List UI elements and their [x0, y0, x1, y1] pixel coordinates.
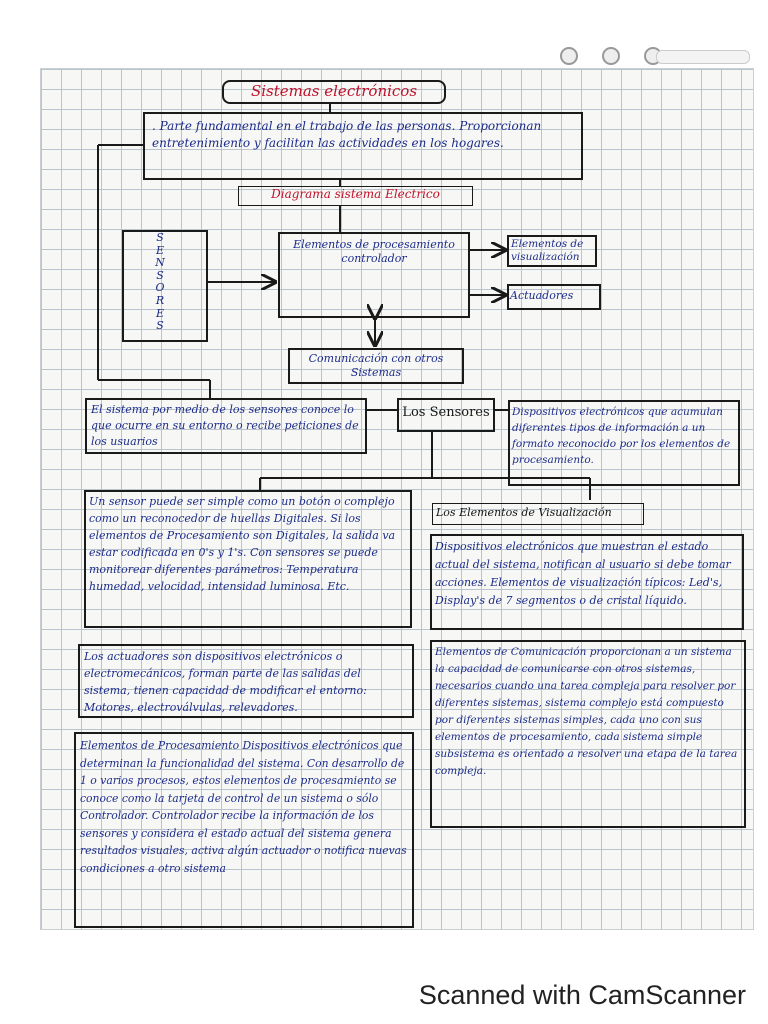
sensores-letter: S: [156, 319, 164, 333]
visualization-detail-text: Dispositivos electrónicos que muestran el estado actual del sistema, notifican al usuario si debe tomar acciones. Elementos de visualización típicos: Led's, Display's de 7 segmentos o de cristal líquido.: [435, 540, 731, 607]
diagram-title: Diagrama sistema Electrico: [271, 187, 440, 201]
actuators-detail-text: Los actuadores son dispositivos electrónicos o electromecánicos, forman parte de las salidas del sistema, tienen capacidad de modificar el entorno: Motores, electroválvulas, relevadores.: [84, 650, 367, 714]
sensores-letter: E: [155, 306, 165, 320]
sensor-detail-text: Un sensor puede ser simple como un botón o complejo como un reconocedor de huellas Digitales. Si los elementos de Procesamiento son Digitales, la salida va estar codificada en 0's y 1's. Con sensores se puede monitorear diferentes parámetros: Temperatura humedad, velocidad, intensidad luminosa. Etc.: [89, 495, 396, 593]
processing-detail-text: Elementos de Procesamiento Dispositivos electrónicos que determinan la funcionalidad del sistema. Con desarrollo de 1 o varios procesos, estos elementos de procesamiento se conoce como la tarjeta de control de un sistema o sólo Controlador. Controlador recibe la información de los sensores y considera el estado actual del sistema genera resultados visuales, activa algún actuador o notifica nuevas condiciones a otro sistema: [80, 739, 407, 875]
sensores-letter: R: [155, 293, 165, 307]
los-sensores-label: Los Sensores: [402, 405, 490, 420]
actuators-box-label: Actuadores: [510, 289, 574, 302]
sensores-vertical-label: [150, 232, 170, 333]
sensores-letter: N: [155, 256, 165, 270]
communication-detail-text: Elementos de Comunicación proporcionan a un sistema la capacidad de comunicarse con otros sistemas, necesarios cuando una tarea compleja para resolver por diferentes sistemas, sistema complejo está compuesto por diferentes sistemas simples, cada uno con sus elementos de procesamiento, cada sistema simple subsistema es orientado a resolver una etapa de la tarea compleja.: [435, 646, 738, 777]
sensores-letter: O: [155, 281, 165, 295]
scanner-watermark: Scanned with CamScanner: [418, 980, 746, 1010]
visualization-box-label: Elementos de visualización: [511, 238, 584, 263]
sensores-letter: E: [155, 243, 165, 257]
communication-box-label: Comunicación con otros Sistemas: [308, 352, 444, 379]
processing-box-label: Elementos de procesamiento controlador: [293, 238, 455, 265]
sensores-letter: S: [156, 268, 164, 282]
sensores-letter: S: [156, 231, 164, 244]
system-sensors-text: El sistema por medio de los sensores conoce lo que ocurre en su entorno o recibe peticiones de los usuarios: [91, 403, 359, 448]
sensors-definition-text: Dispositivos electrónicos que acumulan diferentes tipos de información a un formato reconocido por los elementos de procesamiento.: [512, 406, 731, 466]
visualization-title: Los Elementos de Visualización: [436, 506, 612, 519]
page-title: Sistemas electrónicos: [250, 82, 418, 100]
intro-text: . Parte fundamental en el trabajo de las personas. Proporcionan entretenimiento y facilitan las actividades en los hogares.: [152, 119, 542, 150]
